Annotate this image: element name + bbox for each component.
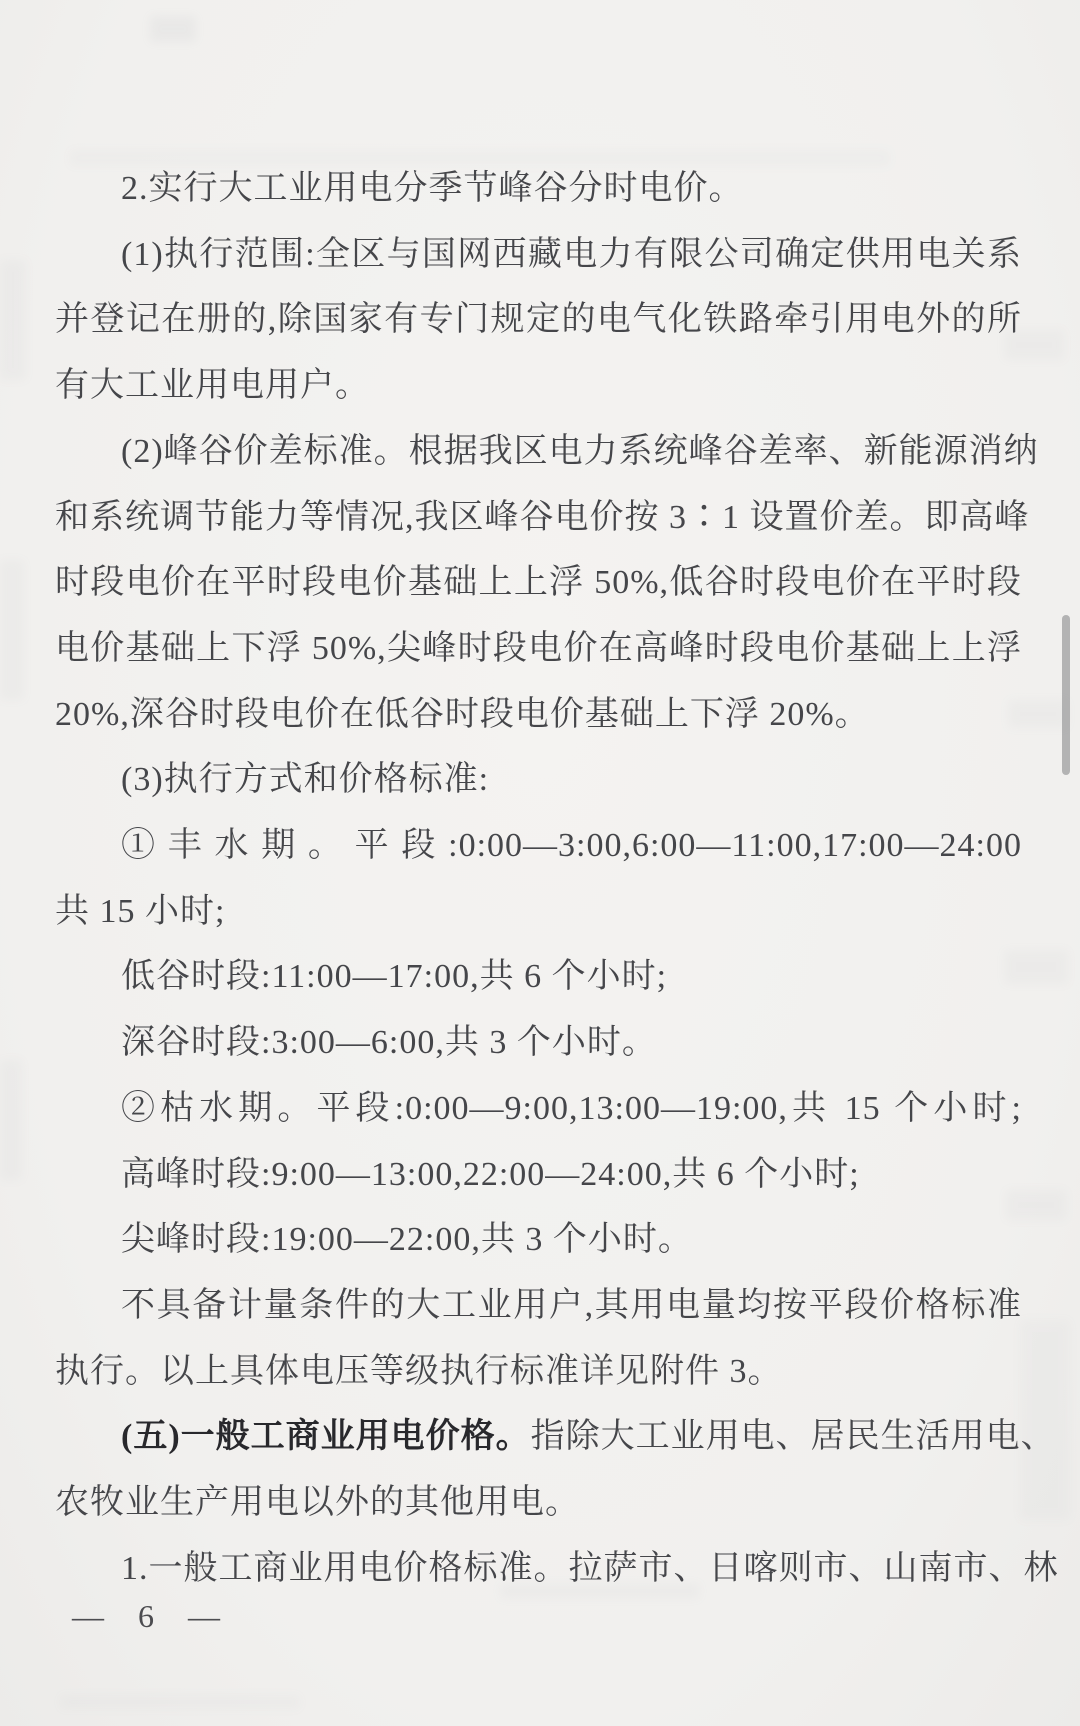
- doc-line: 20%,深谷时段电价在低谷时段电价基础上下浮 20%。: [55, 695, 870, 733]
- scrollbar-thumb[interactable]: [1062, 615, 1070, 775]
- doc-line: ②枯水期。平段:0:00—9:00,13:00—19:00,共 15 个小时;: [121, 1089, 1022, 1127]
- doc-line: 高峰时段:9:00—13:00,22:00—24:00,共 6 个小时;: [121, 1155, 860, 1193]
- doc-line: 不具备计量条件的大工业用户,其用电量均按平段价格标准: [121, 1286, 1022, 1324]
- doc-line: [55, 1404, 1056, 1470]
- doc-line: 时段电价在平时段电价基础上上浮 50%,低谷时段电价在平时段: [55, 564, 1022, 602]
- doc-line: 2.实行大工业用电分季节峰谷分时电价。: [121, 170, 744, 207]
- section-heading: (五)一般工商业用电价格。: [121, 1418, 531, 1456]
- doc-line-text: 指除大工业用电、居民生活用电、: [530, 1418, 1056, 1456]
- doc-line: 低谷时段:11:00—17:00,共 6 个小时;: [121, 958, 668, 996]
- doc-line: 并登记在册的,除国家有专门规定的电气化铁路牵引用电外的所: [55, 301, 1022, 339]
- document-body: [55, 156, 1059, 1601]
- doc-line: 农牧业生产用电以外的其他用电。: [55, 1484, 580, 1522]
- doc-line: 深谷时段:3:00—6:00,共 3 个小时。: [121, 1024, 657, 1062]
- doc-line: 和系统调节能力等情况,我区峰谷电价按 3∶1 设置价差。即高峰: [55, 498, 1030, 536]
- doc-line: 共 15 小时;: [55, 892, 226, 930]
- doc-line: 1.一般工商业用电价格标准。拉萨市、日喀则市、山南市、林: [121, 1549, 1059, 1587]
- doc-line: 电价基础上下浮 50%,尖峰时段电价在高峰时段电价基础上上浮: [55, 629, 1022, 667]
- doc-line: (2)峰谷价差标准。根据我区电力系统峰谷差率、新能源消纳: [121, 432, 1039, 470]
- bleedthrough-mark: [0, 560, 24, 700]
- bleedthrough-mark: [0, 1060, 22, 1180]
- doc-line: ①丰水期。平段:0:00—3:00,6:00—11:00,17:00—24:00: [121, 827, 1022, 865]
- doc-line: 执行。以上具体电压等级执行标准详见附件 3。: [55, 1352, 783, 1390]
- doc-line: (3)执行方式和价格标准:: [121, 761, 490, 799]
- doc-line: 尖峰时段:19:00—22:00,共 3 个小时。: [121, 1221, 693, 1259]
- page-number: — 6 —: [72, 1598, 222, 1634]
- doc-line: 有大工业用电用户。: [55, 367, 370, 405]
- bleedthrough-mark: [150, 16, 196, 42]
- bleedthrough-mark: [0, 260, 26, 380]
- doc-line: (1)执行范围:全区与国网西藏电力有限公司确定供用电关系: [121, 235, 1022, 273]
- bleedthrough-mark: [60, 1695, 300, 1709]
